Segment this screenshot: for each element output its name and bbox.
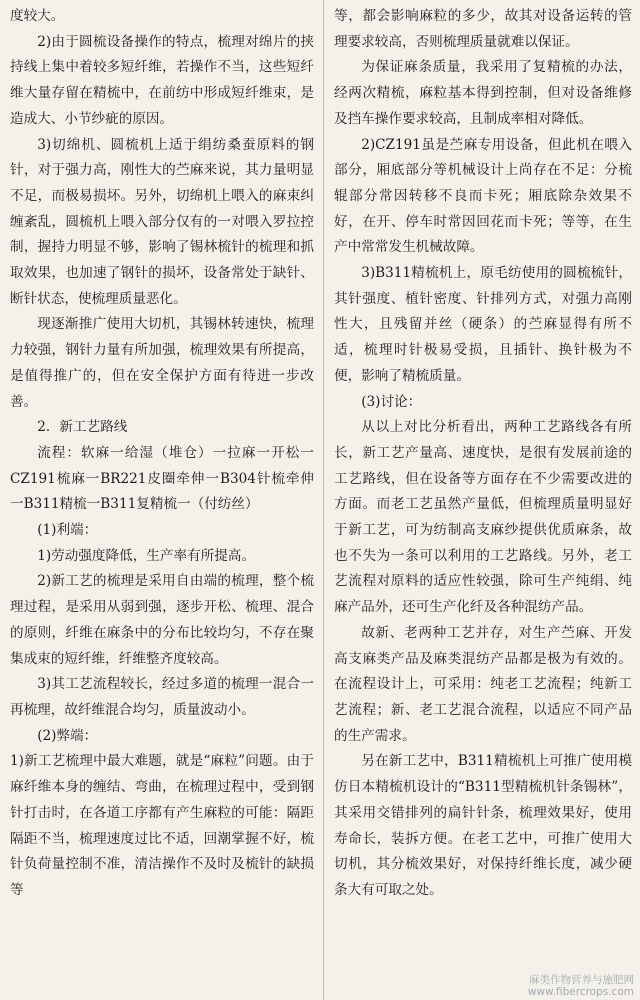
paragraph: 3)切绵机、圆梳机上适于绢纺桑蚕原料的钢针，对于强力高，刚性大的苎麻来说，其力量明显不足，而极易损坏。另外，切绵机上喂入的麻束纠缠紊乱，圆梳机上喂入部分仅有的一对喂入罗拉控制，握持力明显不够，影响了锡林梳针的梳理和抓取效果，也加速了钢针的损坏，设备常处于缺针、断针状态，使梳理质量恶化。 [10, 136, 314, 307]
paragraph: 等，都会影响麻粒的多少，故其对设备运转的管理要求较高，否则梳理质量就难以保证。 [334, 8, 632, 50]
paragraph: 1)新工艺梳理中最大难题，就是“麻粒”问题。由于麻纤维本身的缠结、弯曲，在梳理过程中，受到钢针打击时，在各道工序都有产生麻粒的可能：隔距隔距不当，梳理速度过比不适，回潮掌握不好，梳针负荷量控制不准，清洁操作不及时及梳针的缺损等 [10, 753, 314, 898]
column-divider [323, 0, 324, 1000]
paragraph: 2)由于圆梳设备操作的特点，梳理对绵片的挟持线上集中着较多短纤维，若操作不当，这些短纤维大量存留在精梳中，在前纺中形成短纤维束，是造成大、小节纱疵的原因。 [10, 33, 314, 127]
paragraph: 为保证麻条质量，我采用了复精梳的办法，经两次精梳，麻粒基本得到控制，但对设备维修及挡车操作要求较高，且制成率相对降低。 [334, 59, 632, 127]
paragraph: 3)B311精梳机上，原毛纺使用的圆梳梳针，其针强度、植针密度、针排列方式，对强力高刚性大，且残留并丝（硬条）的苎麻显得有所不适，梳理时针极易受损，且插针、换针极为不便，影响了精梳质量。 [334, 265, 632, 384]
watermark-url: www.fibercrops.com [527, 986, 634, 998]
paragraph: 度较大。 [10, 8, 65, 24]
left-column [10, 4, 314, 1000]
right-column [334, 4, 632, 1000]
paragraph: 2．新工艺路线 [37, 419, 128, 436]
paragraph: 2)新工艺的梳理是采用自由端的梳理，整个梳理过程，是采用从弱到强，逐步开松、梳理、混合的原则，纤维在麻条中的分布比较均匀，不存在聚集成束的短纤维，纤维整齐度较高。 [10, 573, 314, 667]
paragraph: 3)其工艺流程较长，经过多道的梳理一混合一再梳理，故纤维混合均匀，质量波动小。 [10, 676, 314, 718]
paragraph: 现逐渐推广使用大切机，其锡林转速快，梳理力较强，钢针力量有所加强，梳理效果有所提高，是值得推广的，但在安全保护方面有待进一步改善。 [10, 316, 314, 410]
paragraph: 1)劳动强度降低，生产率有所提高。 [37, 547, 256, 564]
paragraph: 另在新工艺中，B311精梳机上可推广使用模仿日本精梳机设计的“B311型精梳机针条锡林”，其采用交错排列的扁针针条，梳理效果好，使用寿命长，装拆方便。在老工艺中，可推广使用大切机，其分梳效果好，对保持纤维长度，减少硬条大有可取之处。 [334, 753, 632, 898]
paragraph: 从以上对比分析看出，两种工艺路线各有所长，新工艺产量高、速度快，是很有发展前途的工艺路线，但在设备等方面存在不少需要改进的方面。而老工艺虽然产量低，但梳理质量明显好于新工艺，可为纺制高支麻纱提供优质麻条，故也不失为一条可以利用的工艺路线。另外，老工艺流程对原料的适应性较强，除可生产纯绢、纯麻产品外，还可生产化纤及各种混纺产品。 [334, 419, 632, 616]
watermark-title: 麻类作物营养与施肥网 [529, 974, 634, 986]
site-watermark [528, 974, 634, 998]
paragraph: 流程：软麻一给湿（堆仓）一拉麻一开松一CZ191梳麻一BR221皮圈牵伸一B304针梳牵伸一B311精梳一B311复精梳一（付纺丝） [10, 444, 314, 513]
paragraph: (2)弊端： [37, 727, 98, 744]
paragraph: 故新、老两种工艺并存，对生产苎麻、开发高支麻类产品及麻类混纺产品都是极为有效的。在流程设计上，可采用：纯老工艺流程；纯新工艺流程；新、老工艺混合流程，以适应不同产品的生产需求。 [334, 624, 632, 744]
paragraph: (3)讨论： [361, 393, 422, 410]
paragraph: (1)利端： [37, 522, 98, 539]
paragraph: 2)CZ191虽是苎麻专用设备，但此机在喂入部分，厢底部分等机械设计上尚存在不足：分梳辊部分常因转移不良而卡死；厢底除杂效果不好，在开、停车时常因回花而卡死；等等，在生产中常常发生机械故障。 [334, 136, 632, 256]
